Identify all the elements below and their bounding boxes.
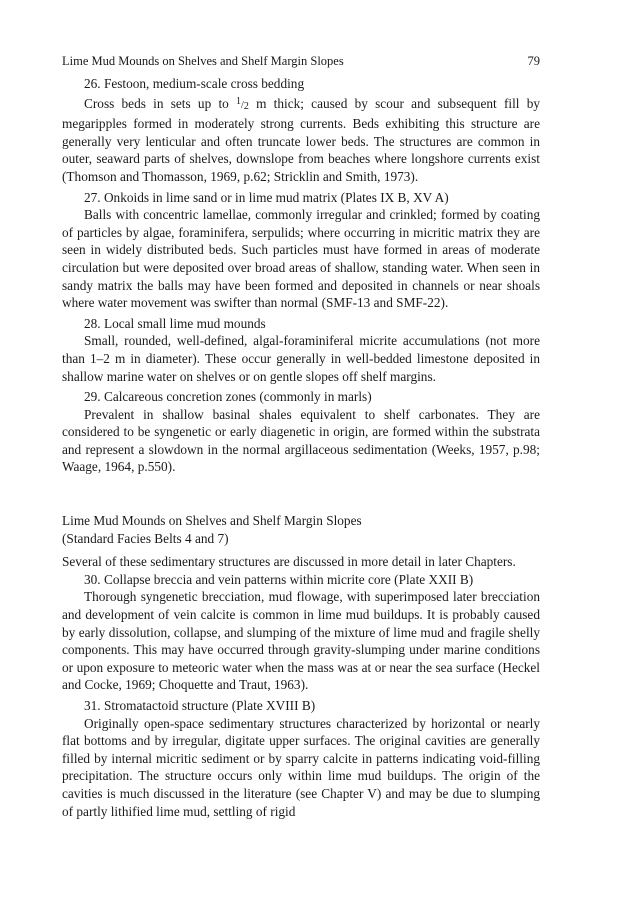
item-text-part: m thick; caused by scour and subsequent fill by megaripples formed in moderately strong currents. Beds exhibiting this structure are generally very lenticular and often truncate lower beds. The structures are common in outer, seaward parts of shelves, downslope from beaches where longshore currents exist (Thomson and Thomasson, 1969, p.62; Stricklin and Smith, 1973). (62, 95, 540, 184)
section-spacer (62, 479, 540, 512)
item-heading: 30. Collapse breccia and vein patterns within micrite core (Plate XXII B) (84, 571, 474, 587)
item-text: Thorough syngenetic brecciation, mud flowage, with superimposed later brecciation and development of vein calcite is common in lime mud buildups. It is probably caused by early dissolution, collapse, and slumping of the mixture of lime mud and fragile shelly components. This may have occurred through gravity-slumping under marine conditions or upon exposure to meteoric water when the mass was at or near the sea surface (Heckel and Cocke, 1969; Choquette and Traut, 1963). (62, 589, 540, 693)
page-body (62, 75, 540, 823)
section-intro: Several of these sedimentary structures are discussed in more detail in later Chapters. (62, 554, 516, 570)
fraction-numerator: 1 (236, 95, 242, 107)
item-heading: 27. Onkoids in lime sand or in lime mud matrix (Plates IX B, XV A) (84, 189, 449, 205)
item-28 (62, 315, 540, 385)
item-text (62, 93, 540, 186)
section-subtitle: (Standard Facies Belts 4 and 7) (62, 530, 229, 546)
item-31 (62, 697, 540, 820)
item-text: Prevalent in shallow basinal shales equivalent to shelf carbonates. They are considered to be syngenetic or early diagenetic in origin, are formed within the substrata and represent a slowdown in the normal argillaceous sedimentation (Weeks, 1957, p.98; Waage, 1964, p.550). (62, 406, 540, 475)
item-27 (62, 189, 540, 312)
item-text: Balls with concentric lamellae, commonly irregular and crinkled; formed by coating of particles by algae, foraminifera, serpulids; where occurring in micritic matrix they are seen in widely distributed beds. Such particles must have formed in areas of moderate circulation but were deposited over broad areas of shallow, standing water. When seen in sandy matrix the balls may have been formed and deposited in channels or near shoals where water movement was swifter than normal (SMF-13 and SMF-22). (62, 207, 540, 311)
item-heading: 26. Festoon, medium-scale cross bedding (84, 76, 305, 91)
item-heading: 31. Stromatactoid structure (Plate XVIII B) (84, 698, 316, 713)
item-text: Small, rounded, well-defined, algal-foraminiferal micrite accumulations (not more than 1–2 m in diameter). These occur generally in well-bedded limestone deposited in shallow marine water on shelves or on gentle slopes off shelf margins. (62, 333, 540, 384)
fraction-half: 1/2 (236, 95, 249, 112)
item-heading: 28. Local small lime mud mounds (84, 315, 266, 331)
item-29 (62, 388, 540, 476)
item-30 (62, 571, 540, 694)
section-title: Lime Mud Mounds on Shelves and Shelf Margin Slopes (62, 513, 362, 529)
item-text-part: Cross beds in sets up to (84, 95, 237, 111)
page-number: 79 (527, 54, 540, 68)
running-title: Lime Mud Mounds on Shelves and Shelf Margin Slopes (62, 54, 344, 68)
item-text: Originally open-space sedimentary structures characterized by horizontal or nearly flat bottoms and by irregular, digitate upper surfaces. The original cavities are generally filled by internal micritic sediment or by sparry calcite in patterns indicating void-filling precipitation. The structure occurs only within lime mud buildups. The origin of the cavities is much discussed in the literature (see Chapter V) and may be due to slumping of partly lithified lime mud, settling of rigid (62, 715, 540, 819)
item-26 (62, 75, 540, 186)
fraction-denominator: 2 (243, 100, 249, 112)
item-heading: 29. Calcareous concretion zones (commonly in marls) (84, 389, 372, 405)
